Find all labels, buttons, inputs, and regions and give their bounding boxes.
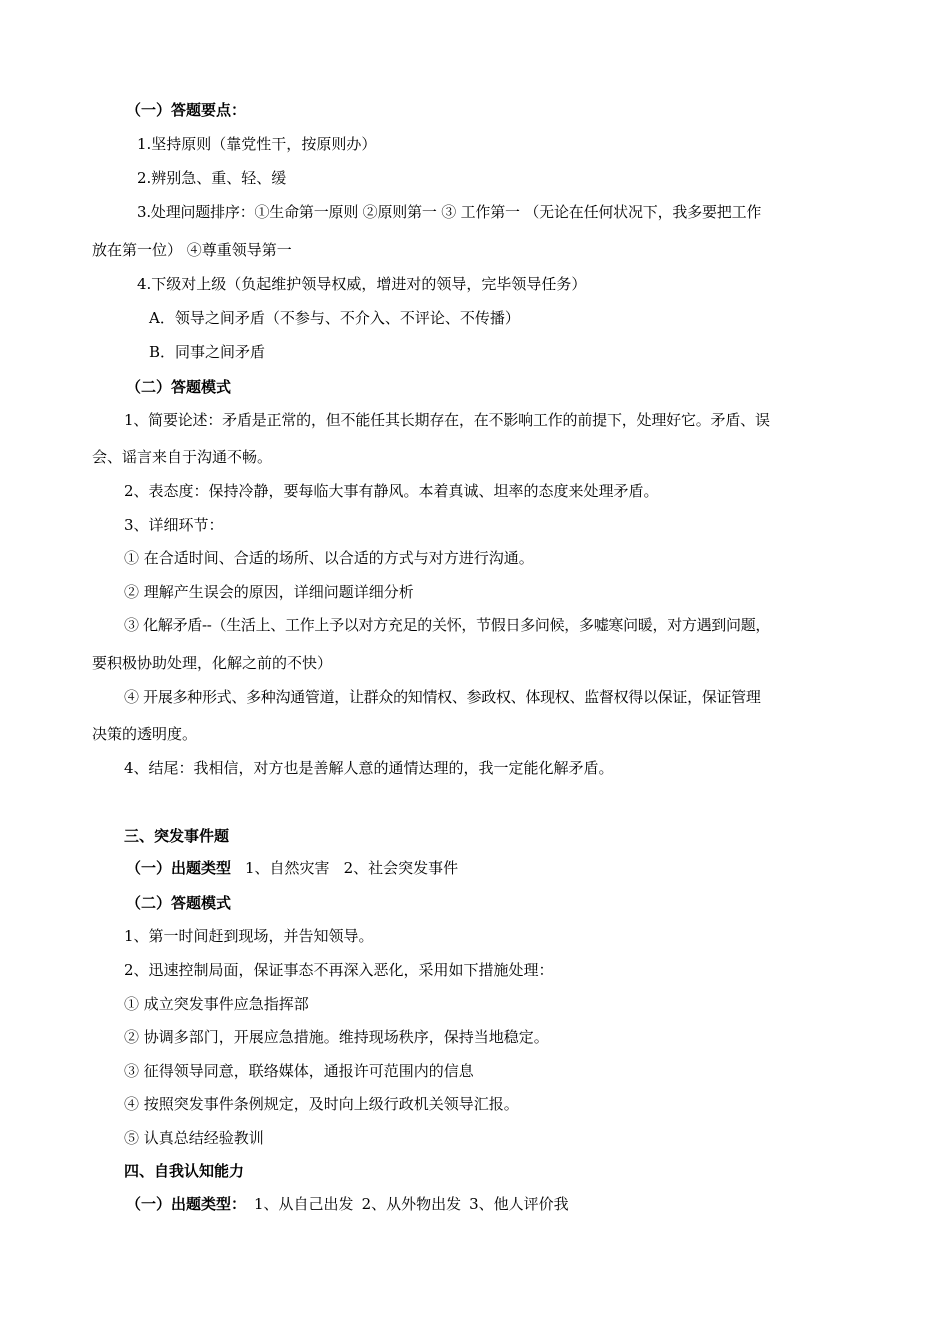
section-3-type-2: 2、社会突发事件 (343, 859, 459, 877)
section-4-type-1: 1、从自己出发 (254, 1195, 354, 1213)
section-3-step-1: 1、第一时间赶到现场，并告知领导。 (124, 927, 374, 945)
section-4-type-2: 2、从外物出发 (361, 1195, 462, 1213)
point-item-3-continued: 放在第一位） ④尊重领导第一 (92, 241, 292, 259)
section-4-types-heading: （一）出题类型： (126, 1195, 247, 1213)
section-3-step-2: 2、迅速控制局面，保证事态不再深入恶化，采用如下措施处理： (124, 961, 554, 979)
point-item-b: B．同事之间矛盾 (149, 343, 266, 361)
mode-sub-4-continued: 决策的透明度。 (92, 725, 198, 743)
mode-sub-2: ② 理解产生误会的原因，详细问题详细分析 (124, 583, 414, 601)
mode-step-1: 1、简要论述：矛盾是正常的，但不能任其长期存在，在不影响工作的前提下，处理好它。矛盾、误 (124, 411, 770, 429)
mode-sub-4: ④ 开展多种形式、多种沟通管道，让群众的知情权、参政权、体现权、监督权得以保证，保证管理 (124, 688, 761, 706)
section-4-title: 四、自我认知能力 (124, 1162, 245, 1180)
point-item-3: 3.处理问题排序：①生命第一原则 ②原则第一 ③ 工作第一 （无论在任何状况下，我多要把工作 (137, 203, 762, 221)
section-3-type-1: 1、自然灾害 (245, 859, 330, 877)
section-3-types-line (126, 858, 458, 878)
mode-step-4: 4、结尾：我相信，对方也是善解人意的通情达理的，我一定能化解矛盾。 (124, 759, 614, 777)
points-heading: （一）答题要点： (126, 101, 247, 119)
mode-heading: （二）答题模式 (126, 378, 232, 396)
mode-sub-1: ① 在合适时间、合适的场所、以合适的方式与对方进行沟通。 (124, 549, 534, 567)
section-3-types-heading: （一）出题类型 (126, 859, 232, 877)
section-3-measure-4: ④ 按照突发事件条例规定，及时向上级行政机关领导汇报。 (124, 1095, 519, 1113)
section-3-measure-3: ③ 征得领导同意，联络媒体，通报许可范围内的信息 (124, 1062, 474, 1080)
mode-step-3: 3、详细环节： (124, 516, 224, 534)
section-3-title: 三、突发事件题 (124, 827, 230, 845)
point-item-1: 1.坚持原则（靠党性干，按原则办） (137, 135, 377, 153)
point-item-2: 2.辨别急、重、轻、缓 (137, 169, 287, 187)
mode-sub-3: ③ 化解矛盾--（生活上、工作上予以对方充足的关怀，节假日多问候，多嘘寒问暖，对方遇到问题， (124, 616, 771, 634)
section-4-type-3: 3、他人评价我 (469, 1195, 569, 1213)
mode-step-1-continued: 会、谣言来自于沟通不畅。 (92, 448, 273, 466)
point-item-4: 4.下级对上级（负起维护领导权威，增进对的领导，完毕领导任务） (137, 275, 587, 293)
mode-sub-3-continued: 要积极协助处理，化解之前的不快） (92, 654, 333, 672)
section-3-measure-5: ⑤ 认真总结经验教训 (124, 1129, 264, 1147)
section-3-measure-2: ② 协调多部门，开展应急措施。维持现场秩序，保持当地稳定。 (124, 1028, 549, 1046)
section-4-types-line (126, 1194, 569, 1214)
section-3-mode-heading: （二）答题模式 (126, 894, 232, 912)
mode-step-2: 2、表态度：保持冷静，要每临大事有静风。本着真诚、坦率的态度来处理矛盾。 (124, 482, 659, 500)
section-3-measure-1: ① 成立突发事件应急指挥部 (124, 995, 309, 1013)
point-item-a: A．领导之间矛盾（不参与、不介入、不评论、不传播） (149, 309, 520, 327)
